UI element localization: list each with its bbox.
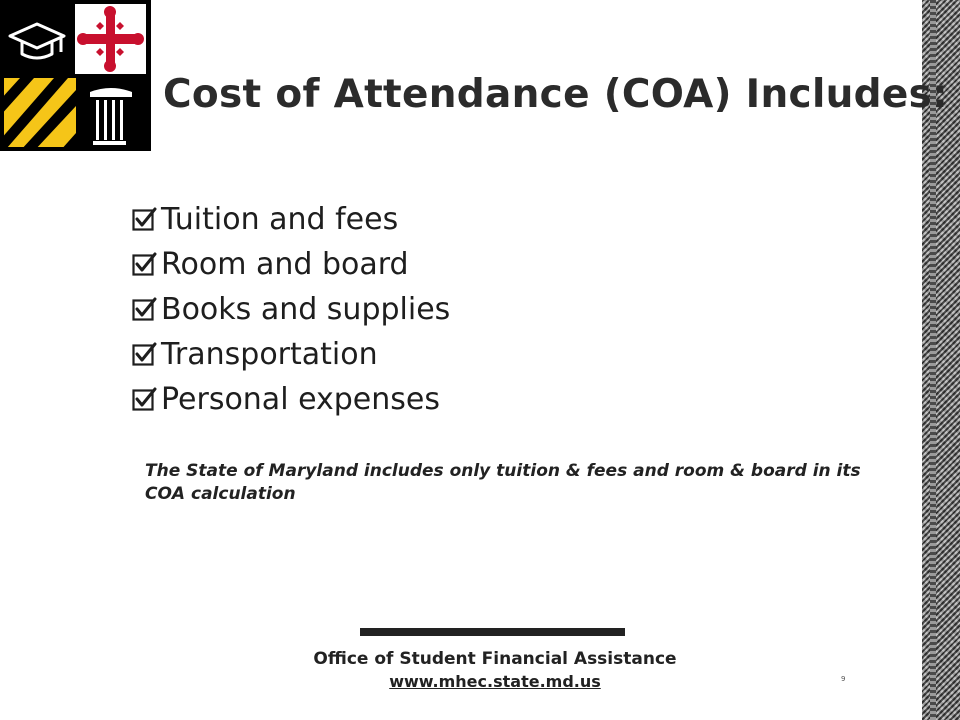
checkbox-checked-icon xyxy=(131,251,159,279)
checklist-item-personal xyxy=(131,377,450,422)
checklist-item-books xyxy=(131,287,450,332)
page-number: 9 xyxy=(841,675,846,683)
footer-website-link[interactable]: www.mhec.state.md.us xyxy=(389,672,601,691)
checklist-item-transportation xyxy=(131,332,450,377)
maryland-cross-icon xyxy=(75,4,146,74)
coa-checklist xyxy=(131,197,450,422)
checklist-item-room-board xyxy=(131,242,450,287)
checklist-item-label: Tuition and fees xyxy=(161,202,399,237)
footer-office-name: Office of Student Financial Assistance xyxy=(313,649,677,669)
logo-graphic xyxy=(0,0,151,151)
checkbox-checked-icon xyxy=(131,341,159,369)
slide-title: Cost of Attendance (COA) Includes: xyxy=(163,72,949,117)
checkbox-checked-icon xyxy=(131,206,159,234)
checklist-item-tuition xyxy=(131,197,450,242)
mhec-logo xyxy=(0,0,151,151)
checklist-item-label: Transportation xyxy=(161,337,378,372)
checkbox-checked-icon xyxy=(131,386,159,414)
maryland-flag-stripes-icon xyxy=(0,78,76,151)
checkbox-checked-icon xyxy=(131,296,159,324)
checklist-item-label: Books and supplies xyxy=(161,292,451,327)
checklist-item-label: Room and board xyxy=(161,247,409,282)
checklist-item-label: Personal expenses xyxy=(161,382,440,417)
footer-divider xyxy=(360,628,625,636)
coa-note: The State of Maryland includes only tuition & fees and room & board in its COA calculation xyxy=(145,461,861,504)
